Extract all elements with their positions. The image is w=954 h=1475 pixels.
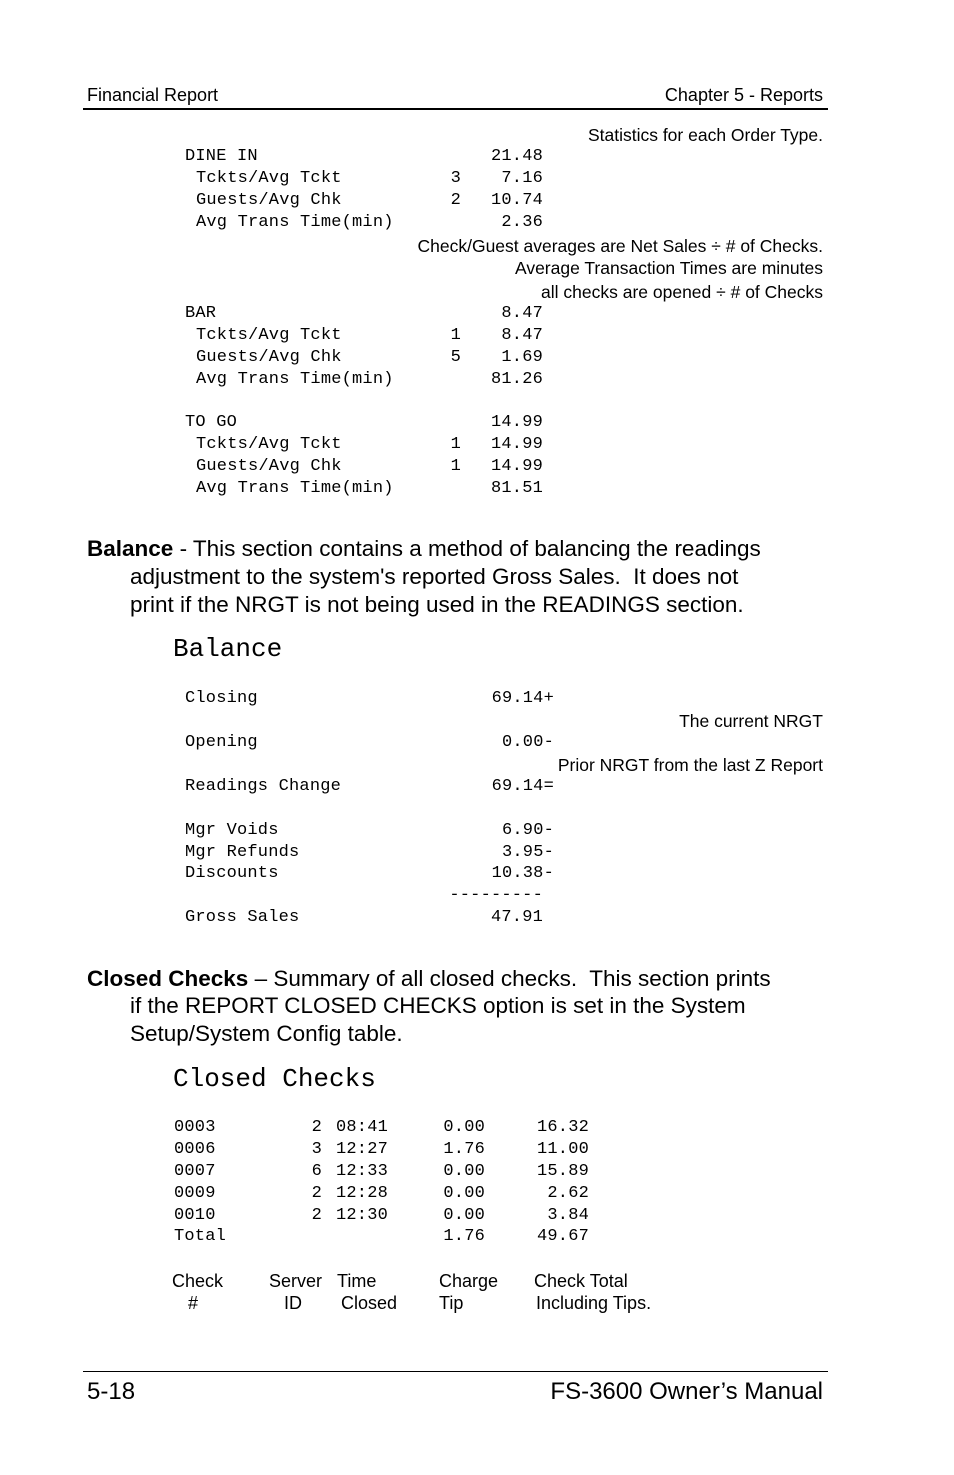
tckts-count: 1: [450, 435, 461, 454]
note-stats: Statistics for each Order Type.: [587, 125, 823, 145]
trans-value: 2.36: [501, 213, 543, 232]
server-id: 3: [311, 1140, 322, 1159]
guests-count: 5: [450, 348, 461, 367]
order-type-total: 8.47: [501, 304, 543, 323]
trans-label: Avg Trans Time(min): [196, 213, 394, 232]
order-type-name: TO GO: [185, 413, 238, 432]
legend-check-sub: #: [188, 1293, 199, 1313]
header-left: Financial Report: [87, 85, 219, 105]
total-check-total: 49.67: [536, 1227, 589, 1246]
note-current-nrgt: The current NRGT: [679, 711, 823, 731]
mgr-refunds-value: 3.95-: [501, 843, 554, 862]
closed-checks-report-title: Closed Checks: [173, 1064, 376, 1094]
server-id: 2: [311, 1118, 322, 1137]
order-type-name: BAR: [185, 304, 217, 323]
check-number: 0006: [174, 1140, 216, 1159]
mgr-voids-label: Mgr Voids: [185, 821, 279, 840]
server-id: 2: [311, 1206, 322, 1225]
header-right: Chapter 5 - Reports: [664, 85, 823, 105]
closing-label: Closing: [185, 689, 258, 708]
order-type-name: DINE IN: [185, 147, 258, 166]
charge-tip: 0.00: [443, 1118, 485, 1137]
charge-tip: 0.00: [443, 1206, 485, 1225]
charge-tip: 0.00: [443, 1184, 485, 1203]
check-number: 0009: [174, 1184, 216, 1203]
check-number: 0003: [174, 1118, 216, 1137]
mgr-voids-value: 6.90-: [501, 821, 554, 840]
header-rule: [83, 108, 828, 110]
legend-charge: Charge: [439, 1271, 499, 1291]
footer-rule: [83, 1371, 828, 1372]
check-total: 2.62: [547, 1184, 589, 1203]
tckts-avg: 7.16: [501, 169, 543, 188]
balance-term: Balance: [87, 536, 174, 561]
closed-checks-term: Closed Checks: [87, 966, 249, 991]
time-closed: 08:41: [336, 1118, 389, 1137]
gross-sales-label: Gross Sales: [185, 908, 300, 927]
guests-count: 1: [450, 457, 461, 476]
legend-check: Check: [172, 1271, 224, 1291]
page-number: 5-18: [87, 1378, 136, 1405]
guests-avg: 10.74: [490, 191, 543, 210]
tckts-avg: 8.47: [501, 326, 543, 345]
legend-server-sub: ID: [284, 1293, 302, 1313]
check-total: 3.84: [547, 1206, 589, 1225]
charge-tip: 0.00: [443, 1162, 485, 1181]
check-total: 11.00: [536, 1140, 589, 1159]
guests-count: 2: [450, 191, 461, 210]
server-id: 6: [311, 1162, 322, 1181]
manual-title: FS-3600 Owner’s Manual: [550, 1378, 823, 1405]
trans-label: Avg Trans Time(min): [196, 479, 394, 498]
total-label: Total: [174, 1227, 227, 1246]
time-closed: 12:30: [336, 1206, 389, 1225]
trans-value: 81.51: [490, 479, 543, 498]
separator-line: ---------: [449, 886, 543, 905]
note-avg-trans-1: Average Transaction Times are minutes: [514, 258, 823, 278]
legend-total-sub: Including Tips.: [536, 1293, 652, 1313]
discounts-label: Discounts: [185, 864, 279, 883]
tckts-count: 1: [450, 326, 461, 345]
guests-avg: 1.69: [501, 348, 543, 367]
check-number: 0007: [174, 1162, 216, 1181]
check-number: 0010: [174, 1206, 216, 1225]
readings-change-value: 69.14=: [491, 777, 554, 796]
closed-checks-desc-1: – Summary of all closed checks. This section prints: [248, 966, 771, 991]
time-closed: 12:33: [336, 1162, 389, 1181]
opening-label: Opening: [185, 733, 258, 752]
time-closed: 12:27: [336, 1140, 389, 1159]
closed-checks-description-line-3: Setup/System Config table.: [130, 1021, 403, 1046]
balance-desc-1: - This section contains a method of balancing the readings: [173, 536, 761, 561]
closed-checks-description-line-1: [87, 965, 771, 993]
guests-avg: 14.99: [490, 457, 543, 476]
balance-description-line-1: [87, 535, 761, 563]
tckts-label: Tckts/Avg Tckt: [196, 326, 342, 345]
legend-total: Check Total: [534, 1271, 628, 1291]
order-type-total: 14.99: [490, 413, 543, 432]
check-total: 16.32: [536, 1118, 589, 1137]
trans-label: Avg Trans Time(min): [196, 370, 394, 389]
opening-value: 0.00-: [501, 733, 554, 752]
balance-report-title: Balance: [173, 634, 283, 664]
time-closed: 12:28: [336, 1184, 389, 1203]
check-total: 15.89: [536, 1162, 589, 1181]
guests-label: Guests/Avg Chk: [196, 191, 342, 210]
mgr-refunds-label: Mgr Refunds: [185, 843, 300, 862]
server-id: 2: [311, 1184, 322, 1203]
guests-label: Guests/Avg Chk: [196, 348, 342, 367]
tckts-label: Tckts/Avg Tckt: [196, 435, 342, 454]
balance-description-line-3: print if the NRGT is not being used in the READINGS section.: [130, 592, 744, 617]
guests-label: Guests/Avg Chk: [196, 457, 342, 476]
gross-sales-value: 47.91: [490, 908, 543, 927]
closed-checks-description-line-2: if the REPORT CLOSED CHECKS option is set in the System: [130, 993, 746, 1018]
closing-value: 69.14+: [491, 689, 554, 708]
readings-change-label: Readings Change: [185, 777, 342, 796]
discounts-value: 10.38-: [491, 864, 554, 883]
trans-value: 81.26: [490, 370, 543, 389]
note-prior-nrgt: Prior NRGT from the last Z Report: [557, 755, 823, 775]
tckts-label: Tckts/Avg Tckt: [196, 169, 342, 188]
tckts-avg: 14.99: [490, 435, 543, 454]
legend-charge-sub: Tip: [439, 1293, 464, 1313]
legend-server: Server: [269, 1271, 323, 1291]
tckts-count: 3: [450, 169, 461, 188]
legend-time: Time: [337, 1271, 377, 1291]
note-check-guest: Check/Guest averages are Net Sales ÷ # of Checks.: [417, 236, 823, 256]
total-tip: 1.76: [443, 1227, 485, 1246]
note-avg-trans-2: all checks are opened ÷ # of Checks: [541, 282, 823, 302]
order-type-total: 21.48: [490, 147, 543, 166]
charge-tip: 1.76: [443, 1140, 485, 1159]
balance-description-line-2: adjustment to the system's reported Gross Sales. It does not: [130, 564, 739, 589]
legend-time-sub: Closed: [341, 1293, 398, 1313]
